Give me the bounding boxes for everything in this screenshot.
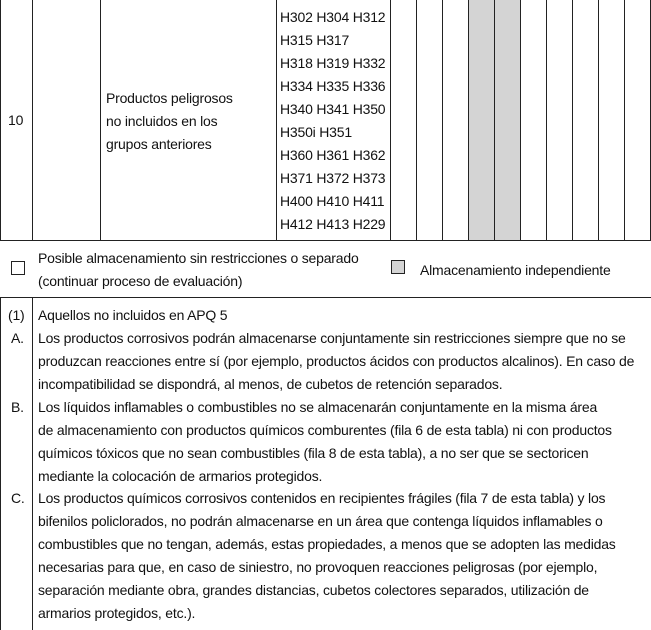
note-marker: B. bbox=[11, 399, 24, 415]
grid-line bbox=[276, 0, 277, 240]
legend-white-swatch bbox=[11, 261, 25, 275]
row-description-line: no incluidos en los bbox=[106, 113, 218, 129]
row-number: 10 bbox=[8, 112, 24, 128]
hazard-codes-line: H318 H319 H332 bbox=[280, 55, 386, 71]
hazard-codes-line: H400 H410 H411 bbox=[280, 193, 385, 209]
grid-line bbox=[468, 0, 469, 240]
note-line: mediante la colocación de armarios protegidos. bbox=[38, 468, 323, 484]
legend-separator bbox=[0, 297, 651, 298]
legend-grey-swatch bbox=[391, 260, 405, 274]
note-line: bifenilos policlorados, no podrán almacenarse en un área que contenga líquidos inflamables o bbox=[38, 513, 603, 529]
grid-line bbox=[572, 0, 573, 240]
grid-line bbox=[32, 0, 33, 240]
grid-line bbox=[100, 0, 101, 240]
note-line: Aquellos no incluidos en APQ 5 bbox=[38, 307, 228, 323]
shaded-cell-independent bbox=[469, 0, 494, 240]
note-line: incompatibilidad se dispondrá, al menos, de cubetos de retención separados. bbox=[38, 376, 503, 392]
grid-line bbox=[520, 0, 521, 240]
note-marker: (1) bbox=[8, 307, 25, 323]
grid-line bbox=[442, 0, 443, 240]
legend-white-label: (continuar proceso de evaluación) bbox=[38, 273, 243, 289]
note-line: produzcan reacciones entre sí (por ejemplo, productos ácidos con productos alcalinos). En caso de bbox=[38, 353, 635, 369]
notes-marker-divider bbox=[32, 297, 33, 630]
legend-grey-label: Almacenamiento independiente bbox=[420, 262, 611, 278]
grid-line bbox=[624, 0, 625, 240]
row-description-line: grupos anteriores bbox=[106, 136, 212, 152]
row-separator bbox=[0, 240, 651, 241]
note-line: separación mediante obra, grandes distancias, cubetos colectores separados, utilización de bbox=[38, 582, 589, 598]
note-line: Los productos corrosivos podrán almacenarse conjuntamente sin restricciones siempre que no se bbox=[38, 330, 626, 346]
hazard-codes-line: H302 H304 H312 bbox=[280, 9, 386, 25]
shaded-cell-independent bbox=[495, 0, 520, 240]
note-line: de almacenamiento con productos químicos comburentes (fila 6 de esta tabla) ni con productos bbox=[38, 422, 612, 438]
hazard-codes-line: H334 H335 H336 bbox=[280, 78, 386, 94]
note-marker: A. bbox=[11, 330, 24, 346]
note-line: necesarias para que, en caso de siniestro, no provoquen reacciones peligrosas (por ejemplo, bbox=[38, 559, 598, 575]
grid-line bbox=[598, 0, 599, 240]
legend-white-label: Posible almacenamiento sin restricciones o separado bbox=[38, 250, 359, 266]
row-description-line: Productos peligrosos bbox=[106, 90, 233, 106]
hazard-codes-line: H315 H317 bbox=[280, 32, 350, 48]
grid-line bbox=[0, 0, 1, 240]
note-line: combustibles que no tengan, además, estas propiedades, a menos que se adopten las medidas bbox=[38, 536, 616, 552]
grid-line bbox=[494, 0, 495, 240]
note-marker: C. bbox=[11, 490, 25, 506]
hazard-codes-line: H340 H341 H350 bbox=[280, 101, 386, 117]
hazard-codes-line: H360 H361 H362 bbox=[280, 147, 386, 163]
note-line: Los productos químicos corrosivos contenidos en recipientes frágiles (fila 7 de esta tabla) y los bbox=[38, 490, 606, 506]
notes-left-border bbox=[0, 297, 1, 630]
note-line: Los líquidos inflamables o combustibles no se almacenarán conjuntamente en la misma área bbox=[38, 399, 598, 415]
grid-line bbox=[416, 0, 417, 240]
hazard-codes-line: H350i H351 bbox=[280, 124, 352, 140]
hazard-codes-line: H371 H372 H373 bbox=[280, 170, 386, 186]
note-line: químicos tóxicos que no sean combustibles (fila 8 de esta tabla), a no ser que se sectoricen bbox=[38, 445, 589, 461]
grid-line bbox=[390, 0, 391, 240]
grid-line bbox=[546, 0, 547, 240]
hazard-codes-line: H412 H413 H229 bbox=[280, 216, 386, 232]
note-line: armarios protegidos, etc.). bbox=[38, 605, 196, 621]
